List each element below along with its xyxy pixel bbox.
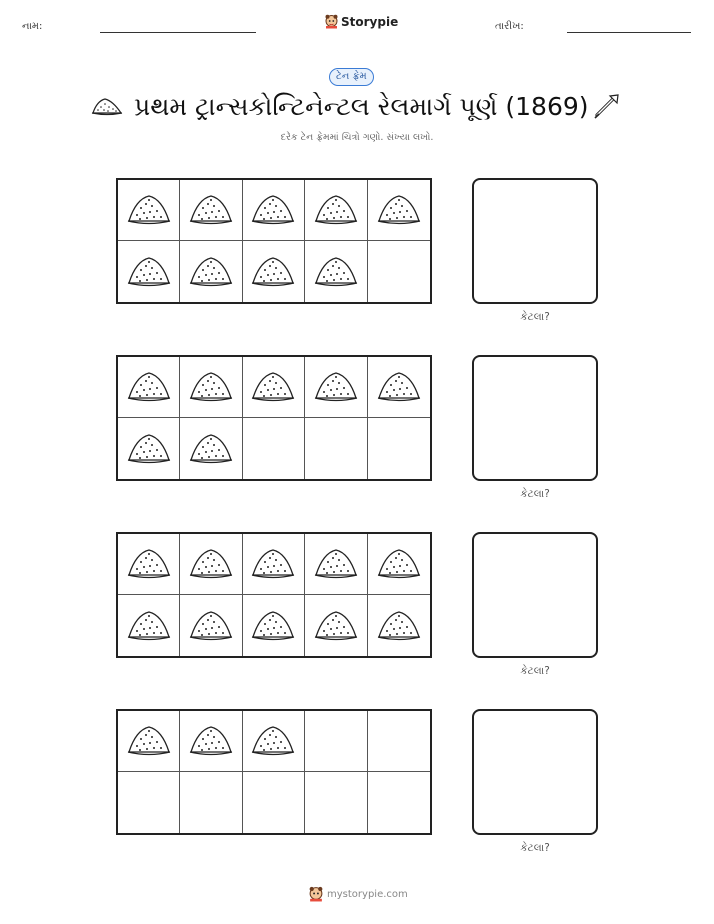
ten-frame [116,709,432,835]
ten-frame-cell [118,711,180,772]
ten-frame-cell [118,241,180,302]
ten-frame-cell [243,595,305,656]
ten-frame-cell [180,418,242,479]
ten-frame-cell [180,711,242,772]
ten-frame-cell [118,180,180,241]
ten-frame-cell [305,772,367,833]
storypie-logo-icon [309,886,323,902]
grain-pile-icon [91,97,123,117]
date-label: તારીખ: [495,21,524,32]
grain-pile-icon [313,370,359,404]
ten-frame-cell [118,772,180,833]
grain-pile-icon [376,547,422,581]
instructions: દરેક ટેન ફ્રેમમાં ચિત્રો ગણો. સંખ્યા લખો. [280,132,434,143]
grain-pile-icon [250,370,296,404]
grain-pile-icon [126,432,172,466]
grain-pile-icon [126,193,172,227]
answer-box[interactable] [472,709,598,835]
grain-pile-icon [313,547,359,581]
brand-name: Storypie [341,14,399,29]
how-many-label: કેટલા? [520,311,550,323]
ten-frame-cell [368,772,430,833]
grain-pile-icon [126,255,172,289]
grain-pile-icon [126,609,172,643]
grain-pile-icon [313,609,359,643]
ten-frame-cell [305,357,367,418]
ten-frame-cell [118,357,180,418]
grain-pile-icon [376,609,422,643]
ten-frame-cell [368,241,430,302]
grain-pile-icon [313,255,359,289]
grain-pile-icon [188,724,234,758]
ten-frame-cell [118,418,180,479]
ten-frame-cell [180,357,242,418]
ten-frame-cell [368,595,430,656]
grain-pile-icon [188,255,234,289]
grain-pile-icon [250,609,296,643]
grain-pile-icon [188,609,234,643]
how-many-label: કેટલા? [520,665,550,677]
ten-frame [116,355,432,481]
footer-url: mystorypie.com [327,888,408,900]
grain-pile-icon [188,432,234,466]
grain-pile-icon [250,724,296,758]
ten-frame-cell [118,534,180,595]
grain-pile-icon [126,370,172,404]
ten-frame-cell [180,772,242,833]
grain-pile-icon [250,547,296,581]
ten-frame-cell [180,180,242,241]
brand-logo [325,14,398,29]
ten-frame-cell [243,711,305,772]
ten-frame-cell [368,357,430,418]
ten-frame-cell [243,772,305,833]
railroad-spike-icon [593,92,623,120]
ten-frame-cell [305,711,367,772]
ten-frame-cell [305,418,367,479]
ten-frame-cell [243,180,305,241]
ten-frame-cell [243,357,305,418]
grain-pile-icon [126,724,172,758]
how-many-label: કેટલા? [520,842,550,854]
ten-frame-cell [305,595,367,656]
ten-frame-cell [305,241,367,302]
grain-pile-icon [126,547,172,581]
ten-frame-cell [305,534,367,595]
grain-pile-icon [188,370,234,404]
date-line[interactable] [567,32,691,33]
how-many-label: કેટલા? [520,488,550,500]
answer-box[interactable] [472,532,598,658]
grain-pile-icon [250,255,296,289]
ten-frame [116,532,432,658]
ten-frame-cell [305,180,367,241]
ten-frame-cell [368,534,430,595]
ten-frame-cell [243,241,305,302]
grain-pile-icon [376,193,422,227]
ten-frame-cell [180,595,242,656]
storypie-logo-icon [325,14,338,29]
name-label: નામ: [22,21,43,32]
page-title: પ્રથમ ટ્રાન્સકોન્ટિનેન્ટલ રેલમાર્ગ પૂર્ણ (1869) [134,92,589,121]
ten-frame-cell [243,418,305,479]
ten-frame-cell [243,534,305,595]
ten-frame-cell [368,180,430,241]
grain-pile-icon [188,547,234,581]
ten-frame-cell [180,241,242,302]
footer [309,886,408,902]
grain-pile-icon [376,370,422,404]
grain-pile-icon [188,193,234,227]
ten-frame-cell [118,595,180,656]
name-line[interactable] [100,32,256,33]
ten-frame-cell [368,711,430,772]
ten-frame-badge: ટેન ફ્રેમ [329,68,374,86]
ten-frame [116,178,432,304]
answer-box[interactable] [472,178,598,304]
ten-frame-cell [368,418,430,479]
grain-pile-icon [250,193,296,227]
answer-box[interactable] [472,355,598,481]
ten-frame-cell [180,534,242,595]
grain-pile-icon [313,193,359,227]
